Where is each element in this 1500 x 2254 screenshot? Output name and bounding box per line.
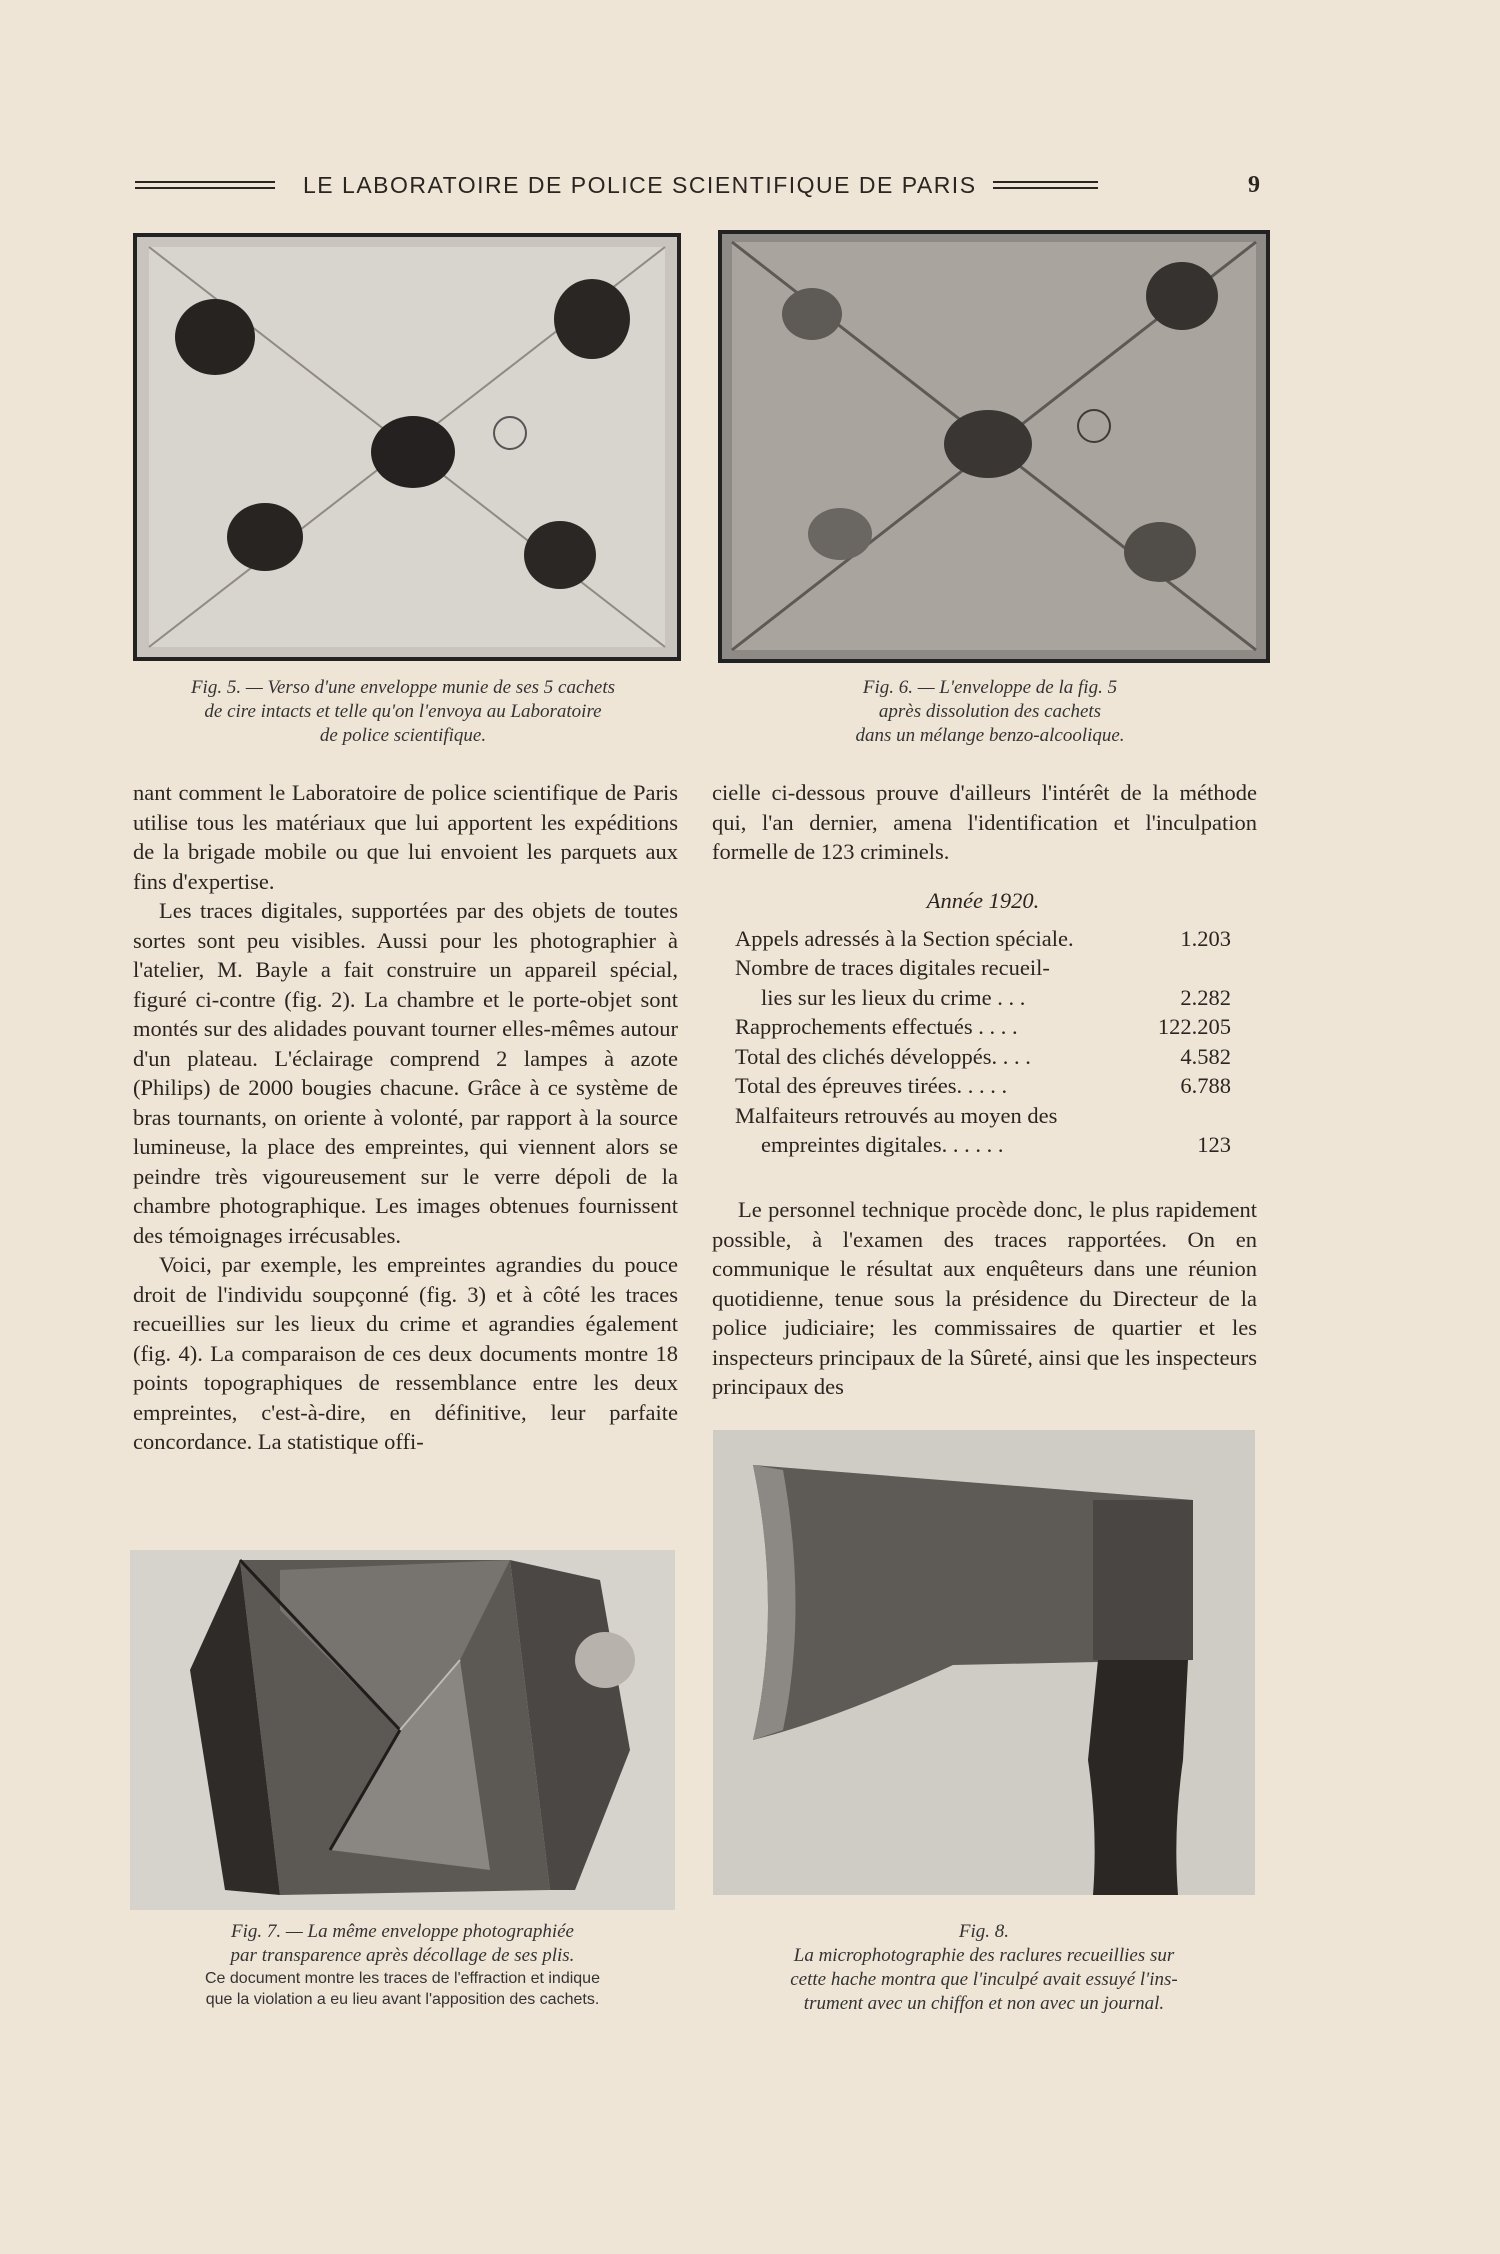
right-text-column-intro (712, 778, 1257, 867)
page-number: 9 (1248, 171, 1260, 198)
figure-8-caption-line: trument avec un chiffon et non avec un journal. (803, 1993, 1165, 2014)
statistics-label: Malfaiteurs retrouvés au moyen des (735, 1102, 1058, 1128)
header-rule-left (135, 181, 275, 189)
figure-7-caption (120, 1920, 685, 2010)
figure-8-caption (710, 1920, 1258, 2016)
statistics-value: 4.582 (1180, 1043, 1231, 1069)
statistics-value (1121, 1101, 1231, 1131)
statistics-row (735, 1012, 1231, 1042)
statistics-rows (735, 924, 1231, 1160)
figure-8-photo (713, 1430, 1255, 1895)
statistics-value: 123 (1197, 1132, 1231, 1157)
figure-6-caption-line: Fig. 6. — L'enveloppe de la fig. 5 (862, 677, 1118, 698)
statistics-label: Total des clichés développés. . . . (735, 1043, 1031, 1069)
statistics-label: lies sur les lieux du crime . . . (761, 984, 1026, 1010)
figure-8-caption-line: La microphotographie des raclures recueillies sur (793, 1945, 1175, 1966)
statistics-row (735, 1071, 1231, 1101)
body-paragraph: Les traces digitales, supportées par des objets de toutes sortes sont peu visibles. Aussi pour les photographier à l'atelier, M. Bayle a fait construire un appareil spécial, figuré ci-contre (fig. 2). La chambre et le porte-objet sont montés sur des alidades pouvant tourner elles-mêmes autour d'un plateau. L'éclairage comprend 2 lampes à azote (Philips) de 2000 bougies chacune. Grâce à ce système de bras tournants, on oriente à volonté, par rapport à la source lumineuse, la place des empreintes, qui viennent alors se peindre très vigoureusement sur le verre dépoli de la chambre photographique. Les images obtenues fournissent des témoignages irrécusables. (133, 898, 678, 1248)
figure-5-caption-line: de police scientifique. (319, 725, 487, 746)
figure-6-caption-line: après dissolution des cachets (878, 701, 1102, 722)
statistics-row (735, 1101, 1231, 1131)
figure-8-caption-line: cette hache montra que l'inculpé avait essuyé l'ins- (790, 1969, 1178, 1990)
statistics-value (1121, 953, 1231, 983)
statistics-row (735, 924, 1231, 954)
figure-5-caption-line: Fig. 5. — Verso d'une enveloppe munie de ses 5 cachets (190, 677, 616, 698)
statistics-label: Total des épreuves tirées. . . . . (735, 1073, 1008, 1098)
statistics-label: Rapprochements effectués . . . . (735, 1014, 1018, 1039)
statistics-row (735, 1130, 1231, 1160)
statistics-row (735, 953, 1231, 983)
statistics-value: 1.203 (1180, 925, 1231, 951)
statistics-row (735, 1042, 1231, 1072)
statistics-label: Appels adressés à la Section spéciale. (735, 925, 1074, 951)
left-text-column (133, 778, 678, 1457)
statistics-label: empreintes digitales. . . . . . (761, 1132, 1004, 1157)
right-text-column-body (712, 1195, 1257, 1402)
body-paragraph: Voici, par exemple, les empreintes agrandies du pouce droit de l'individu soupçonné (fig. 3) et à côté les traces recueillies sur les lieux du crime et agrandies également (fig. 4). La comparaison de ces deux documents montre 18 points topographiques de ressemblance entre les deux empreintes, c'est-à-dire, en définitive, leur parfaite concordance. La statistique offi- (133, 1252, 678, 1454)
statistics-table (735, 886, 1231, 1160)
body-paragraph: cielle ci-dessous prouve d'ailleurs l'intérêt de la méthode qui, l'an dernier, amena l'identification et l'inculpation formelle de 123 criminels. (712, 780, 1257, 864)
statistics-year: Année 1920. (926, 888, 1040, 913)
figure-8-caption-line: Fig. 8. (958, 1921, 1010, 1942)
figure-7-caption-line: par transparence après décollage de ses plis. (230, 1945, 575, 1966)
figure-6-caption-line: dans un mélange benzo-alcoolique. (855, 725, 1125, 746)
figure-6-caption (718, 676, 1262, 748)
body-paragraph: Le personnel technique procède donc, le plus rapidement possible, à l'examen des traces rapportées. On en communique le résultat aux enquêteurs dans une réunion quotidienne, tenue sous la présidence du Directeur de la police judiciaire; les commissaires de quartier et les inspecteurs principaux de la Sûreté, ainsi que les inspecteurs principaux des (712, 1197, 1257, 1399)
figure-7-photo (130, 1550, 675, 1910)
figure-5-photo (133, 233, 681, 661)
running-header (135, 168, 1260, 202)
body-paragraph: nant comment le Laboratoire de police scientifique de Paris utilise tous les matériaux que lui apportent les expéditions de la brigade mobile ou que lui envoient les parquets aux fins d'expertise. (133, 780, 678, 894)
figure-7-note-line: Ce document montre les traces de l'effraction et indique (205, 1970, 600, 1987)
header-title: LE LABORATOIRE DE POLICE SCIENTIFIQUE DE PARIS (303, 171, 977, 198)
statistics-label: Nombre de traces digitales recueil- (735, 955, 1050, 980)
figure-5-caption (118, 676, 688, 748)
statistics-value: 2.282 (1180, 984, 1231, 1010)
figure-7-note-line: que la violation a eu lieu avant l'apposition des cachets. (205, 1991, 600, 2008)
statistics-value: 6.788 (1180, 1073, 1231, 1098)
figure-5-caption-line: de cire intacts et telle qu'on l'envoya au Laboratoire (204, 701, 602, 722)
statistics-value: 122.205 (1157, 1014, 1231, 1039)
header-rule-right (993, 181, 1098, 189)
figure-7-caption-line: Fig. 7. — La même enveloppe photographiée (231, 1921, 574, 1942)
figure-6-photo (718, 230, 1270, 663)
statistics-row (735, 983, 1231, 1013)
